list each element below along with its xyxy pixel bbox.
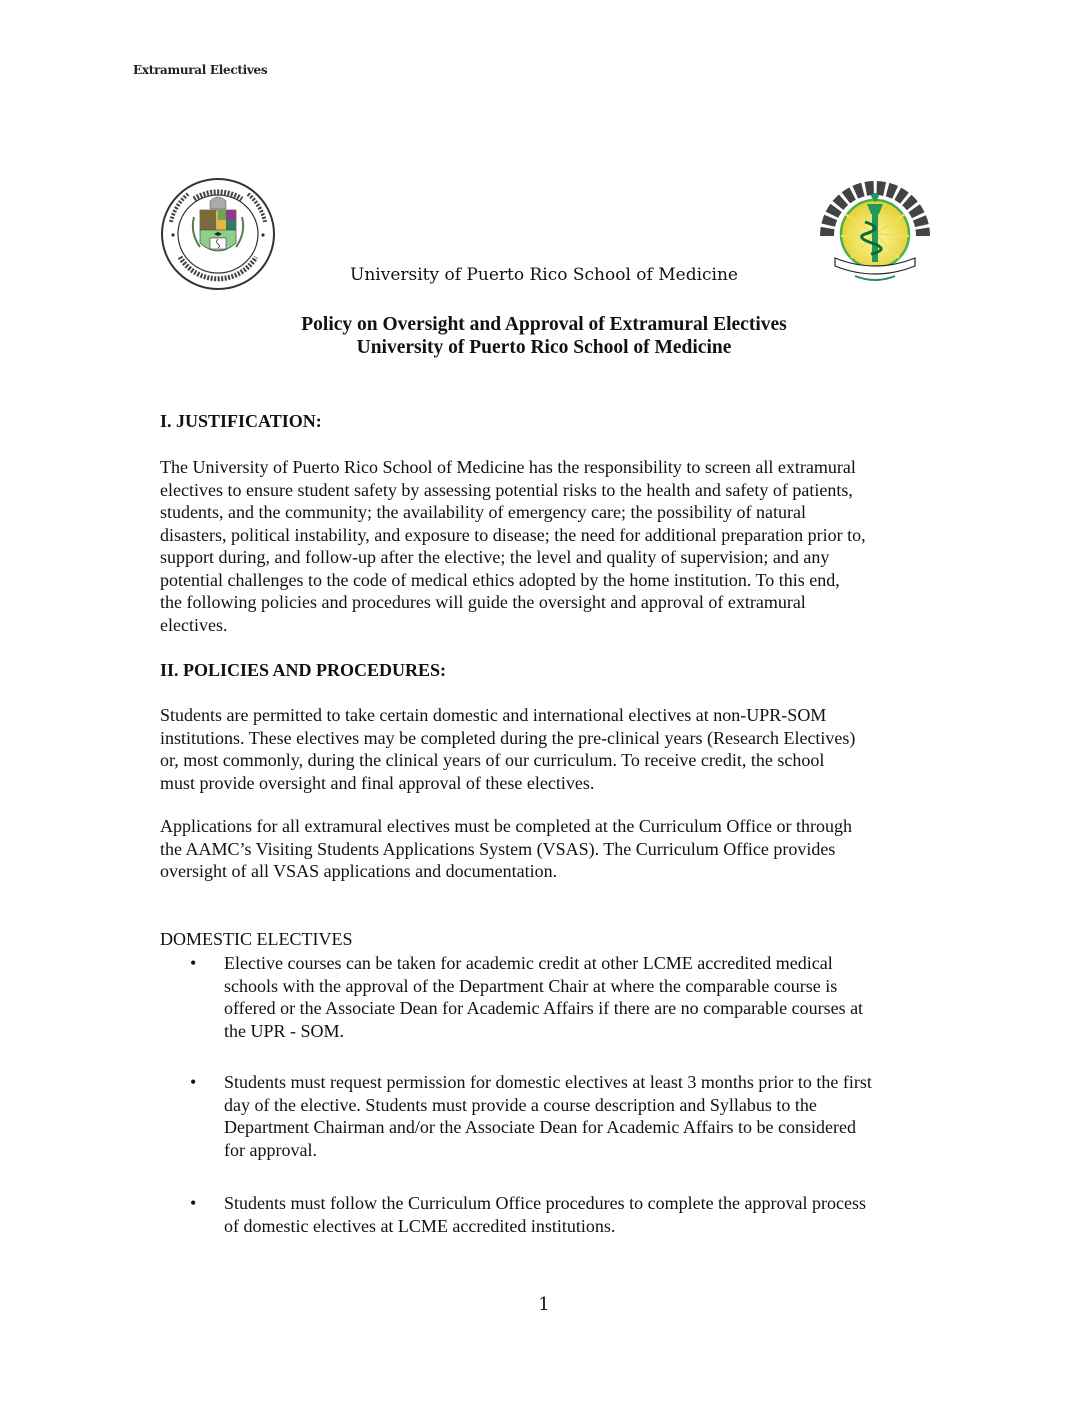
text-line: disasters, political instability, and exposure to disease; the need for additional preparation prior to, bbox=[160, 524, 866, 545]
bullet-icon: • bbox=[190, 1193, 197, 1213]
list-item bbox=[190, 1071, 935, 1161]
section-heading-justification: I. JUSTIFICATION: bbox=[160, 411, 322, 431]
text-line: the UPR - SOM. bbox=[224, 1020, 345, 1041]
list-item bbox=[190, 1192, 935, 1237]
text-line: Department Chairman and/or the Associate Dean for Academic Affairs to be considered bbox=[224, 1117, 856, 1137]
text-line: schools with the approval of the Department Chair at where the comparable course is bbox=[224, 975, 838, 996]
text-line: oversight of all VSAS applications and documentation. bbox=[160, 861, 558, 881]
subheading-domestic-electives: DOMESTIC ELECTIVES bbox=[160, 929, 353, 949]
text-line: offered or the Associate Dean for Academic Affairs if there are no comparable courses at bbox=[224, 998, 864, 1018]
text-line: support during, and follow-up after the elective; the level and quality of supervision; and any bbox=[160, 547, 830, 567]
text-line: the following policies and procedures will guide the oversight and approval of extramural bbox=[160, 592, 806, 612]
policies-paragraph-2 bbox=[160, 815, 940, 883]
bullet-icon: • bbox=[190, 1072, 197, 1092]
running-header: Extramural Electives bbox=[133, 63, 268, 77]
text-line: must provide oversight and final approval of these electives. bbox=[160, 772, 595, 793]
document-title bbox=[0, 313, 1088, 359]
justification-paragraph bbox=[160, 456, 940, 636]
text-line: or, most commonly, during the clinical years of our curriculum. To receive credit, the school bbox=[160, 750, 825, 770]
title-line-1: Policy on Oversight and Approval of Extramural Electives bbox=[301, 314, 787, 335]
text-line: potential challenges to the code of medical ethics adopted by the home institution. To this end, bbox=[160, 569, 840, 590]
section-heading-policies: II. POLICIES AND PROCEDURES: bbox=[160, 660, 447, 680]
list-item bbox=[190, 952, 935, 1042]
text-line: day of the elective. Students must provide a course description and Syllabus to the bbox=[224, 1094, 817, 1115]
text-line: The University of Puerto Rico School of Medicine has the responsibility to screen all extramural bbox=[160, 457, 856, 477]
title-line-2: University of Puerto Rico School of Medicine bbox=[356, 337, 732, 358]
text-line: the AAMC’s Visiting Students Applications System (VSAS). The Curriculum Office provides bbox=[160, 838, 836, 859]
bullet-icon: • bbox=[190, 953, 197, 973]
text-line: for approval. bbox=[224, 1139, 317, 1160]
text-line: Students are permitted to take certain domestic and international electives at non-UPR-SOM bbox=[160, 705, 827, 725]
text-line: Applications for all extramural electives must be completed at the Curriculum Office or through bbox=[160, 816, 852, 836]
policies-paragraph-1 bbox=[160, 704, 940, 794]
text-line: Elective courses can be taken for academic credit at other LCME accredited medical bbox=[224, 953, 833, 973]
text-line: Students must follow the Curriculum Office procedures to complete the approval process bbox=[224, 1193, 867, 1213]
page-number: 1 bbox=[538, 1294, 550, 1315]
text-line: of domestic electives at LCME accredited institutions. bbox=[224, 1215, 616, 1236]
text-line: students, and the community; the availability of emergency care; the possibility of natural bbox=[160, 502, 806, 522]
text-line: electives. bbox=[160, 614, 228, 635]
institution-line: University of Puerto Rico School of Medicine bbox=[350, 265, 738, 285]
text-line: institutions. These electives may be completed during the pre-clinical years (Research Electives) bbox=[160, 727, 856, 748]
text-line: electives to ensure student safety by assessing potential risks to the health and safety of patients, bbox=[160, 479, 853, 500]
text-line: Students must request permission for domestic electives at least 3 months prior to the first bbox=[224, 1072, 872, 1092]
